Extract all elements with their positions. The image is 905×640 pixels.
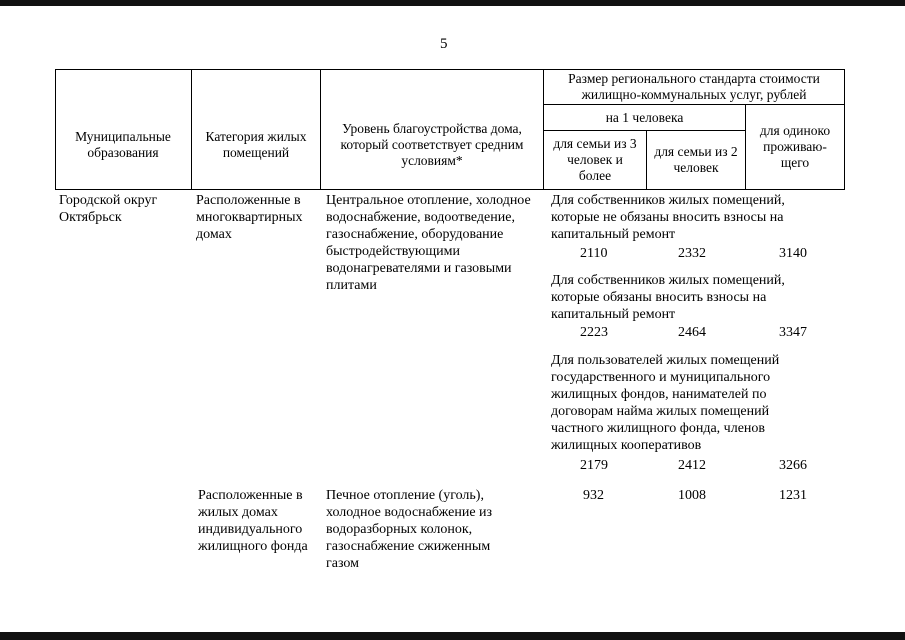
header-single: для одиноко проживаю-щего: [759, 123, 831, 170]
value-family3: 932: [583, 488, 604, 503]
page-number: 5: [440, 36, 448, 52]
row2-level: Печное отопление (уголь), холодное водоснабжение из водоразборных колонок, газоснабжение сжиженным газом: [326, 488, 493, 571]
value-family2: 2464: [678, 325, 706, 340]
row1-category: Расположенные в многоквартирных домах: [196, 193, 303, 242]
value-family3: 2223: [580, 325, 608, 340]
top-border: [0, 0, 905, 6]
group-label: Для собственников жилых помещений, которые обязаны вносить взносы на капитальный ремонт: [551, 273, 785, 322]
value-single: 3347: [779, 325, 807, 340]
row1-municipality: Городской округ Октябрьск: [59, 193, 158, 225]
value-single: 1231: [779, 488, 807, 503]
row2-category: Расположенные в жилых домах индивидуального жилищного фонда: [198, 488, 308, 554]
header-family2: для семьи из 2 человек: [654, 144, 738, 175]
header-per-person: на 1 человека: [605, 109, 684, 125]
value-family2: 2412: [678, 458, 706, 473]
header-municipality: Муниципальные образования: [75, 129, 171, 160]
group-label: Для пользователей жилых помещений государственного и муниципального жилищных фондов, нанимателей по договорам найма жилых помещений частного жилищного фонда, членов жилищных кооперативов: [551, 353, 780, 453]
value-family3: 2110: [580, 246, 608, 261]
value-family2: 2332: [678, 246, 706, 261]
value-family3: 2179: [580, 458, 608, 473]
header-level: Уровень благоустройства дома, который соответствует средним условиям*: [340, 121, 524, 168]
value-single: 3140: [779, 246, 807, 261]
header-family3: для семьи из 3 человек и более: [553, 136, 637, 183]
header-category: Категория жилых помещений: [205, 129, 307, 160]
value-family2: 1008: [678, 488, 706, 503]
group-label: Для собственников жилых помещений, которые не обязаны вносить взносы на капитальный ремонт: [551, 193, 785, 242]
header-size: Размер регионального стандарта стоимости жилищно-коммунальных услуг, рублей: [568, 71, 820, 102]
value-single: 3266: [779, 458, 807, 473]
row1-level: Центральное отопление, холодное водоснабжение, водоотведение, газоснабжение, оборудование быстродействующими водонагревателями и газовыми плитами: [326, 193, 531, 293]
bottom-border: [0, 632, 905, 640]
